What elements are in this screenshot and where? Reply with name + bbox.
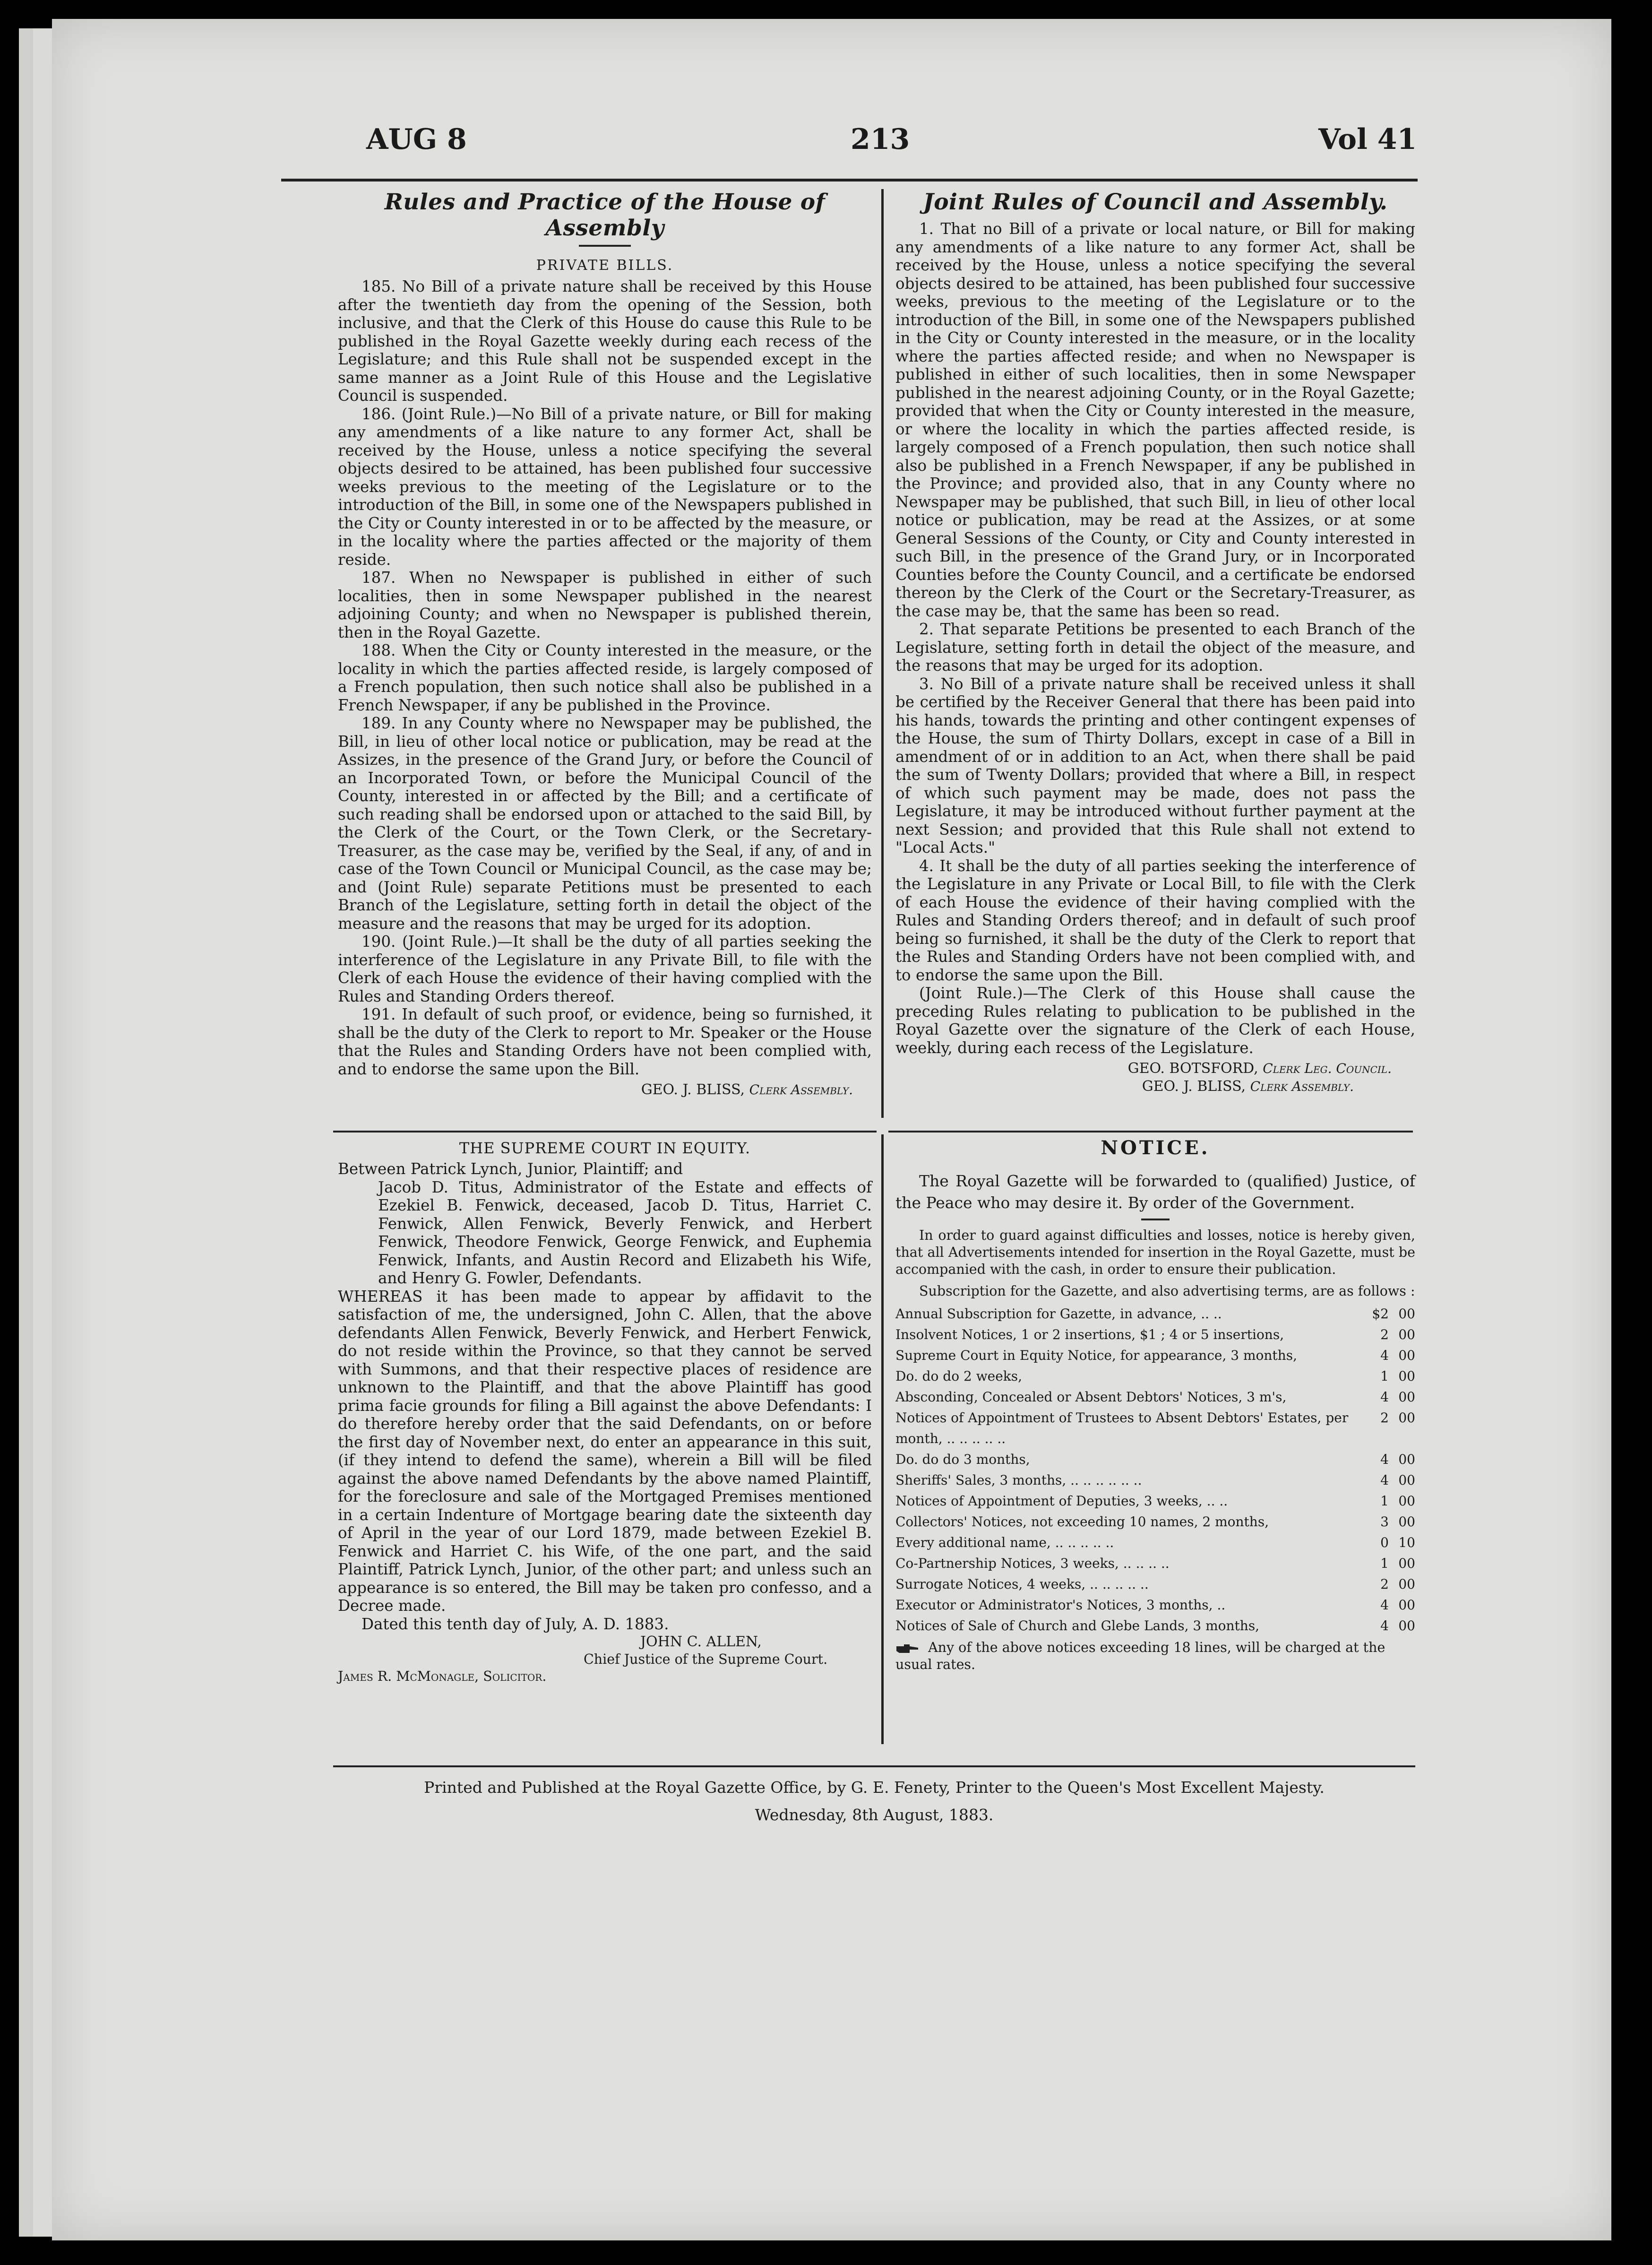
signature-name: GEO. J. BLISS, xyxy=(641,1081,745,1098)
fee-row xyxy=(895,1387,1415,1408)
fee-label: Do. do do 3 months, xyxy=(895,1452,1030,1467)
fee-row xyxy=(895,1595,1415,1616)
joint-rule-4: 4. It shall be the duty of all parties seeking the interference of the Legislature in any Private or Local Bill, to file with the Clerk of each House the evidence of their having complied with the Rules and Standing Orders thereof; and in default of such proof being so furnished, it shall be the duty of the Clerk to report that the Rules and Standing Orders have not been complied with, and to endorse the same upon the Bill. xyxy=(895,856,1415,984)
equity-signer-name: JOHN C. ALLEN, xyxy=(640,1634,762,1650)
fee-row xyxy=(895,1345,1415,1366)
fee-dollars: 3 xyxy=(1380,1514,1389,1530)
section-rule-right xyxy=(888,1131,1413,1132)
rule-190: 190. (Joint Rule.)—It shall be the duty of all parties seeking the interference of the Legislature in any Private Bill, to file with the Clerk of each House the evidence of their having complied with the Rules and Standing Orders thereof. xyxy=(338,933,872,1005)
header-page-number: 213 xyxy=(851,123,910,156)
rule-189: 189. In any County where no Newspaper may be published, the Bill, in lieu of other local notice or publication, may be read at the Assizes, in the presence of the Grand Jury, or before the Council of an Incorporated Town, or before the Municipal Council of the County, interested in or affected by the Bill; and a certificate of such reading shall be endorsed upon or attached to the said Bill, by the Clerk of the Court, or the Town Clerk, or the Secretary-Treasurer, as the case may be, verified by the Seal, if any, of and in case of the Town Council or Municipal Council, as the case may be; and (Joint Rule) separate Petitions must be presented to each Branch of the Legislature, setting forth in detail the object of the measure and the reasons that may be urged for its adoption. xyxy=(338,714,872,933)
rule-187: 187. When no Newspaper is published in either of such localities, then in some Newspaper published in the nearest adjoining County; and when no Newspaper is published therein, then in the Royal Gazette. xyxy=(338,569,872,641)
fee-row xyxy=(895,1304,1415,1324)
rule-188: 188. When the City or County interested in the measure, or the locality in which the parties affected reside, is largely composed of a French population, then such notice shall also be published in a French Newspaper, if any be published in the Province. xyxy=(338,641,872,714)
fee-dollars: 4 xyxy=(1380,1618,1389,1634)
joint-rule-3: 3. No Bill of a private nature shall be received unless it shall be certified by the Receiver General that there has been paid into his hands, towards the printing and other contingent expenses of the House, the sum of Thirty Dollars, except in case of a Bill in amendment of or in addition to an Act, when there shall be paid the sum of Twenty Dollars; provided that where a Bill, in respect of which such payment may be made, does not pass the Legislature, it may be introduced without further payment at the next Session; and provided that this Rule shall not extend to "Local Acts." xyxy=(895,674,1415,856)
fee-row xyxy=(895,1470,1415,1491)
fee-label: Notices of Appointment of Trustees to Absent Debtors' Estates, per month, .. .. .. .. .. xyxy=(895,1410,1349,1446)
signature-title: Clerk Assembly. xyxy=(1250,1079,1354,1094)
fee-label: Collectors' Notices, not exceeding 10 names, 2 months, xyxy=(895,1514,1269,1530)
joint-rule-1: 1. That no Bill of a private or local nature, or Bill for making any amendments of a like nature to any former Act, shall be received by the House, unless a notice specifying the several objects desired to be attained, has been published four successive weeks, previous to the meeting of the Legislature or to the introduction of the Bill, in some one of the Newspapers published in the City or County interested in the measure, or in the locality where the parties affected reside; and when no Newspaper is published in either of such localities, then in some Newspaper published in the nearest adjoining County, or in the Royal Gazette; provided that when the City or County interested in the measure, or where the locality in which the parties affected reside, is largely composed of a French population, then such notice shall also be published in a French Newspaper, if any be published in the Province; and provided also, that in any County where no Newspaper may be published, that such Bill, in lieu of other local notice or publication, may be read at the Assizes, or at some General Sessions of the County, or City and County interested in such Bill, in the presence of the Grand Jury, or in Incorporated Counties before the County Council, and a certificate be endorsed thereon by the Clerk of the Court or the Secretary-Treasurer, as the case may be, that the same has been so read. xyxy=(895,220,1415,620)
fee-dollars: 2 xyxy=(1380,1327,1389,1342)
joint-rule-publication: (Joint Rule.)—The Clerk of this House shall cause the preceding Rules relating to publication to be published in the Royal Gazette over the signature of the Clerk of each House, weekly, during each recess of the Legislature. xyxy=(895,984,1415,1057)
fee-label: Supreme Court in Equity Notice, for appearance, 3 months, xyxy=(895,1348,1297,1363)
signature-title: Clerk Assembly. xyxy=(749,1082,853,1098)
fee-row xyxy=(895,1532,1415,1553)
column-divider xyxy=(881,189,884,1118)
equity-solicitor: James R. McMonagle, Solicitor. xyxy=(338,1668,547,1684)
fee-row xyxy=(895,1574,1415,1595)
fee-dollars: 4 xyxy=(1380,1472,1389,1488)
fee-row xyxy=(895,1616,1415,1636)
header-rule xyxy=(281,179,1418,182)
equity-dated: Dated this tenth day of July, A. D. 1883. xyxy=(361,1615,669,1633)
fee-amount xyxy=(1359,1324,1415,1345)
column-divider-lower xyxy=(881,1134,884,1744)
fee-cents: 00 xyxy=(1398,1410,1415,1426)
fee-amount xyxy=(1359,1408,1415,1449)
fee-row xyxy=(895,1408,1415,1449)
fee-label: Surrogate Notices, 4 weeks, .. .. .. .. .. xyxy=(895,1576,1149,1592)
rule-191: 191. In default of such proof, or evidence, being so furnished, it shall be the duty of the Clerk to report to Mr. Speaker or the House that the Rules and Standing Orders have not been complied with, and to endorse the same upon the Bill. xyxy=(338,1005,872,1078)
private-bills-subtitle: PRIVATE BILLS. xyxy=(536,257,674,274)
fee-cents: 10 xyxy=(1398,1535,1415,1550)
assembly-signature xyxy=(895,1078,1415,1096)
fee-amount xyxy=(1359,1345,1415,1366)
fee-dollars: 4 xyxy=(1380,1389,1389,1405)
fee-table xyxy=(895,1304,1415,1636)
footer-date-line: Wednesday, 8th August, 1883. xyxy=(755,1806,994,1824)
equity-plaintiff: Between Patrick Lynch, Junior, Plaintiff; and xyxy=(338,1160,683,1178)
equity-notice-section xyxy=(338,1139,872,1685)
fee-amount xyxy=(1359,1512,1415,1532)
fee-amount xyxy=(1359,1595,1415,1616)
joint-rules-title: Joint Rules of Council and Assembly. xyxy=(923,189,1388,215)
fee-amount xyxy=(1359,1553,1415,1574)
advertisement-cash-rule: In order to guard against difficulties and losses, notice is hereby given, that all Advertisements intended for insertion in the Royal Gazette, must be accompanied with the cash, in order to ensure their publication. xyxy=(895,1228,1415,1277)
fee-footnote xyxy=(895,1639,1415,1673)
fee-dollars: 2 xyxy=(1380,1410,1389,1426)
fee-label: Annual Subscription for Gazette, in advance, .. .. xyxy=(895,1306,1222,1322)
gazette-justice-line: The Royal Gazette will be forwarded to (qualified) Justice, of the Peace who may desire it. By order of the Government. xyxy=(895,1172,1415,1212)
fee-dollars: 4 xyxy=(1380,1597,1389,1613)
council-signature xyxy=(895,1060,1415,1078)
fee-cents: 00 xyxy=(1398,1389,1415,1405)
fee-row xyxy=(895,1553,1415,1574)
title-underline xyxy=(579,245,631,247)
signature-title: Clerk Leg. Council. xyxy=(1263,1061,1392,1076)
equity-order-body: WHEREAS it has been made to appear by affidavit to the satisfaction of me, the undersigned, John C. Allen, that the above defendants Allen Fenwick, Beverly Fenwick, and Herbert Fenwick, do not reside within the Province, so that they cannot be served with Summons, and that their respective places of residence are unknown to the Plaintiff, and that the above Plaintiff has good prima facie grounds for filing a Bill against the above Defendants: I do therefore hereby order that the said Defendants, on or before the first day of November next, do enter an appearance in this suit, (if they intend to defend the same), wherein a Bill will be filed against the above named Defendants by the above named Plaintiff, for the foreclosure and sale of the Mortgaged Premises mentioned in a certain Indenture of Mortgage bearing date the sixteenth day of April in the year of our Lord 1879, made between Ezekiel B. Fenwick and Harriet C. his Wife, of the one part, and the said Plaintiff, Patrick Lynch, Junior, of the other part; and unless such an appearance is so entered, the Bill may be taken pro confesso, and a Decree made. xyxy=(338,1287,872,1615)
footnote-text: Any of the above notices exceeding 18 lines, will be charged at the usual rates. xyxy=(895,1640,1385,1672)
fee-dollars: 1 xyxy=(1380,1556,1389,1571)
fee-label: Every additional name, .. .. .. .. .. xyxy=(895,1535,1114,1550)
section-rule-left xyxy=(333,1131,877,1132)
fee-cents: 00 xyxy=(1398,1514,1415,1530)
fee-label: Notices of Appointment of Deputies, 3 weeks, .. .. xyxy=(895,1493,1228,1509)
equity-defendants: Jacob D. Titus, Administrator of the Estate and effects of Ezekiel B. Fenwick, deceased, Jacob D. Titus, Harriet C. Fenwick, Allen Fenwick, Beverly Fenwick, and Herbert Fenwick, Theodore Fenwick, George Fenwick, and Euphemia Fenwick, Infants, and Austin Record and Elizabeth his Wife, and Henry G. Fowler, Defendants. xyxy=(378,1178,872,1287)
equity-signer-title: Chief Justice of the Supreme Court. xyxy=(584,1651,828,1667)
fee-dollars: 2 xyxy=(1380,1576,1389,1592)
fee-cents: 00 xyxy=(1398,1306,1415,1322)
fee-cents: 00 xyxy=(1398,1472,1415,1488)
house-rules-title: Rules and Practice of the House of Assembly xyxy=(384,189,826,241)
fee-row xyxy=(895,1324,1415,1345)
fee-amount xyxy=(1359,1532,1415,1553)
fee-row xyxy=(895,1491,1415,1512)
fee-dollars: 4 xyxy=(1380,1452,1389,1467)
footer-rule xyxy=(333,1765,1415,1767)
pointing-hand-icon xyxy=(895,1643,919,1655)
notice-section xyxy=(895,1137,1415,1673)
joint-rule-2: 2. That separate Petitions be presented to each Branch of the Legislature, setting forth in detail the object of the measure, and the reasons that may be urged for its adoption. xyxy=(895,620,1415,674)
fee-cents: 00 xyxy=(1398,1493,1415,1509)
fee-label: Do. do do 2 weeks, xyxy=(895,1368,1023,1384)
joint-rules-section xyxy=(895,189,1415,1096)
fee-row xyxy=(895,1366,1415,1387)
fee-cents: 00 xyxy=(1398,1618,1415,1634)
fee-dollars: $2 xyxy=(1372,1306,1389,1322)
assembly-signature xyxy=(338,1081,872,1099)
terms-intro: Subscription for the Gazette, and also advertising terms, are as follows : xyxy=(919,1283,1415,1299)
notice-rule xyxy=(1141,1219,1170,1220)
footer-printer-line: Printed and Published at the Royal Gazette Office, by G. E. Fenety, Printer to the Queen's Most Excellent Majesty. xyxy=(424,1778,1325,1797)
fee-amount xyxy=(1359,1387,1415,1408)
fee-dollars: 1 xyxy=(1380,1368,1389,1384)
fee-label: Sheriffs' Sales, 3 months, .. .. .. .. .. .. xyxy=(895,1472,1142,1488)
fee-amount xyxy=(1359,1470,1415,1491)
notice-title: NOTICE. xyxy=(1101,1137,1210,1159)
fee-cents: 00 xyxy=(1398,1348,1415,1363)
fee-label: Insolvent Notices, 1 or 2 insertions, $1 ; 4 or 5 insertions, xyxy=(895,1327,1284,1342)
fee-dollars: 1 xyxy=(1380,1493,1389,1509)
rule-185: 185. No Bill of a private nature shall be received by this House after the twentieth day from the opening of the Session, both inclusive, and that the Clerk of this House do cause this Rule to be published in the Royal Gazette weekly during each recess of the Legislature; and this Rule shall not be suspended except in the same manner as a Joint Rule of this House and the Legislative Council is suspended. xyxy=(338,277,872,405)
fee-cents: 00 xyxy=(1398,1556,1415,1571)
fee-row xyxy=(895,1512,1415,1532)
signature-name: GEO. BOTSFORD, xyxy=(1127,1060,1258,1077)
header-volume: Vol 41 xyxy=(1318,123,1417,156)
fee-amount xyxy=(1359,1304,1415,1324)
fee-label: Executor or Administrator's Notices, 3 months, .. xyxy=(895,1597,1226,1613)
equity-notice-title: THE SUPREME COURT IN EQUITY. xyxy=(459,1139,751,1157)
fee-amount xyxy=(1359,1449,1415,1470)
fee-label: Notices of Sale of Church and Glebe Lands, 3 months, xyxy=(895,1618,1260,1634)
fee-amount xyxy=(1359,1616,1415,1636)
fee-label: Absconding, Concealed or Absent Debtors' Notices, 3 m's, xyxy=(895,1389,1287,1405)
rule-186: 186. (Joint Rule.)—No Bill of a private nature, or Bill for making any amendments of a like nature to any former Act, shall be received by the House, unless a notice specifying the several objects desired to be attained, has been published four successive weeks previous to the meeting of the Legislature or to the introduction of the Bill, in some one of the Newspapers published in the City or County interested in or to be affected by the measure, or in the locality where the parties affected or the majority of them reside. xyxy=(338,405,872,569)
fee-row xyxy=(895,1449,1415,1470)
fee-amount xyxy=(1359,1366,1415,1387)
page-stack-edge xyxy=(33,28,54,2237)
signature-name: GEO. J. BLISS, xyxy=(1142,1078,1246,1095)
house-rules-section xyxy=(338,189,872,1099)
fee-amount xyxy=(1359,1491,1415,1512)
fee-amount xyxy=(1359,1574,1415,1595)
fee-dollars: 4 xyxy=(1380,1348,1389,1363)
fee-dollars: 0 xyxy=(1380,1535,1389,1550)
fee-label: Co-Partnership Notices, 3 weeks, .. .. .. .. xyxy=(895,1556,1170,1571)
fee-cents: 00 xyxy=(1398,1452,1415,1467)
fee-cents: 00 xyxy=(1398,1597,1415,1613)
header-date: AUG 8 xyxy=(366,123,467,156)
fee-cents: 00 xyxy=(1398,1327,1415,1342)
fee-cents: 00 xyxy=(1398,1576,1415,1592)
fee-cents: 00 xyxy=(1398,1368,1415,1384)
